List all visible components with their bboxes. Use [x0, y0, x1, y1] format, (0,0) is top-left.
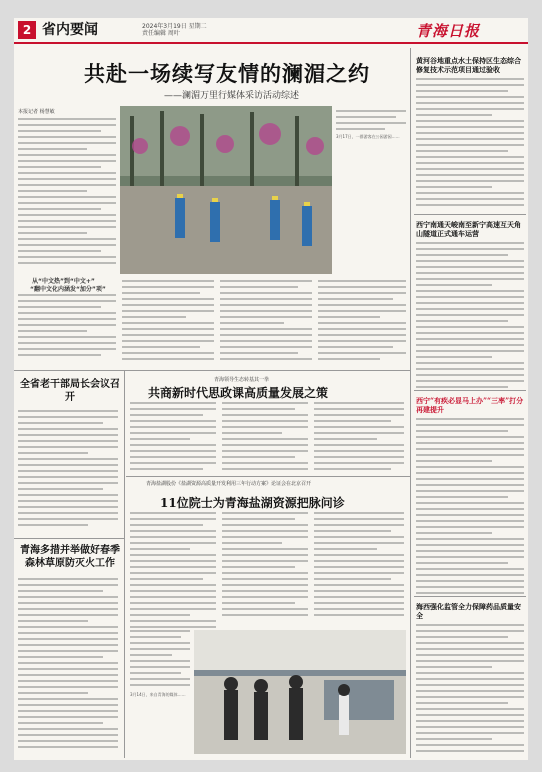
bottom-photo-caption: 3月14日，来自青海的媒体……: [130, 692, 186, 697]
newspaper-logo: 青海日报: [415, 22, 480, 40]
left-headline-1: 全省老干部局长会议召开: [20, 379, 120, 403]
lead-photo: [120, 106, 332, 274]
lead-body-col2: [122, 280, 214, 364]
left-column-divider: [124, 370, 125, 758]
lead-subhead-2: “翻中文化内涵发“加分”项”: [30, 286, 106, 293]
lead-subtitle: ——澜湄万里行媒体采访活动综述: [164, 91, 300, 101]
middle-body-1a: [130, 402, 216, 474]
left-divider: [14, 538, 124, 539]
date-line: [142, 23, 222, 37]
right-body-3: [416, 418, 524, 598]
left-headline-2: 青海多措并举做好春季森林草原防灭火工作: [20, 545, 120, 569]
lead-headline: 共赴一场续写友情的澜湄之约: [84, 61, 370, 86]
lead-photo-caption: 3月17日，一群游客在公园游园……: [336, 134, 400, 139]
right-headline-4: 海西强化监管全力保障药品质量安全: [416, 602, 521, 620]
middle-body-1b: [222, 402, 308, 474]
newspaper-page: [14, 18, 528, 760]
lead-byline: 本报记者 杨慧敏: [18, 109, 55, 115]
right-headline-1: 黄河谷地重点水土保持区生态综合修复技术示范项目通过验收: [416, 56, 521, 74]
right-body-4: [416, 624, 524, 756]
bottom-photo: [194, 630, 406, 754]
middle-headline-1: 共商新时代思政课高质量发展之策: [148, 386, 329, 400]
middle-body-2c: [314, 512, 404, 620]
section-title: 省内要闻: [42, 22, 98, 38]
left-body-2: [18, 578, 118, 752]
lead-body-col4: [318, 280, 406, 364]
page-number: 2: [18, 21, 36, 39]
lead-body-col1: [18, 118, 116, 268]
right-headline-3: 西宁“有疾必显马上办”“三率”打分再建提升: [416, 396, 524, 414]
bottom-photo-side-text: [130, 630, 190, 690]
right-headline-2: 西宁南通天峻南至新宁高速互天角山隧道正式通车运营: [416, 220, 521, 238]
left-body-1: [18, 410, 118, 530]
section-divider: [14, 370, 410, 371]
masthead-rule: [14, 42, 528, 44]
masthead: [14, 18, 528, 42]
middle-kicker-2: 青海盐湖股份《盐湖资源高质量开发利用三年行动方案》论证会在北京召开: [146, 481, 312, 487]
right-column-divider: [410, 48, 411, 758]
lead-body-col1b: [18, 294, 116, 360]
lead-photo-side-text: [336, 110, 406, 134]
issue-date: 2024年3月19日 星期二: [142, 23, 207, 30]
middle-body-1c: [314, 402, 404, 474]
middle-body-2a: [130, 512, 216, 632]
editor-line: 责任编辑 周叶: [142, 30, 180, 37]
right-divider-2: [414, 390, 526, 391]
right-divider-3: [414, 596, 526, 597]
right-divider-1: [414, 214, 526, 215]
lead-subhead-1: 从“中文热”到“中文+”: [32, 278, 95, 285]
right-body-1: [416, 78, 524, 210]
lead-body-col3: [220, 280, 312, 364]
middle-body-2b: [222, 512, 308, 620]
middle-divider: [126, 476, 410, 477]
middle-headline-2: 11位院士为青海盐湖资源把脉问诊: [160, 496, 345, 510]
right-body-2: [416, 242, 524, 392]
middle-kicker-1: 青海领导生态转基其一拳: [214, 377, 270, 383]
